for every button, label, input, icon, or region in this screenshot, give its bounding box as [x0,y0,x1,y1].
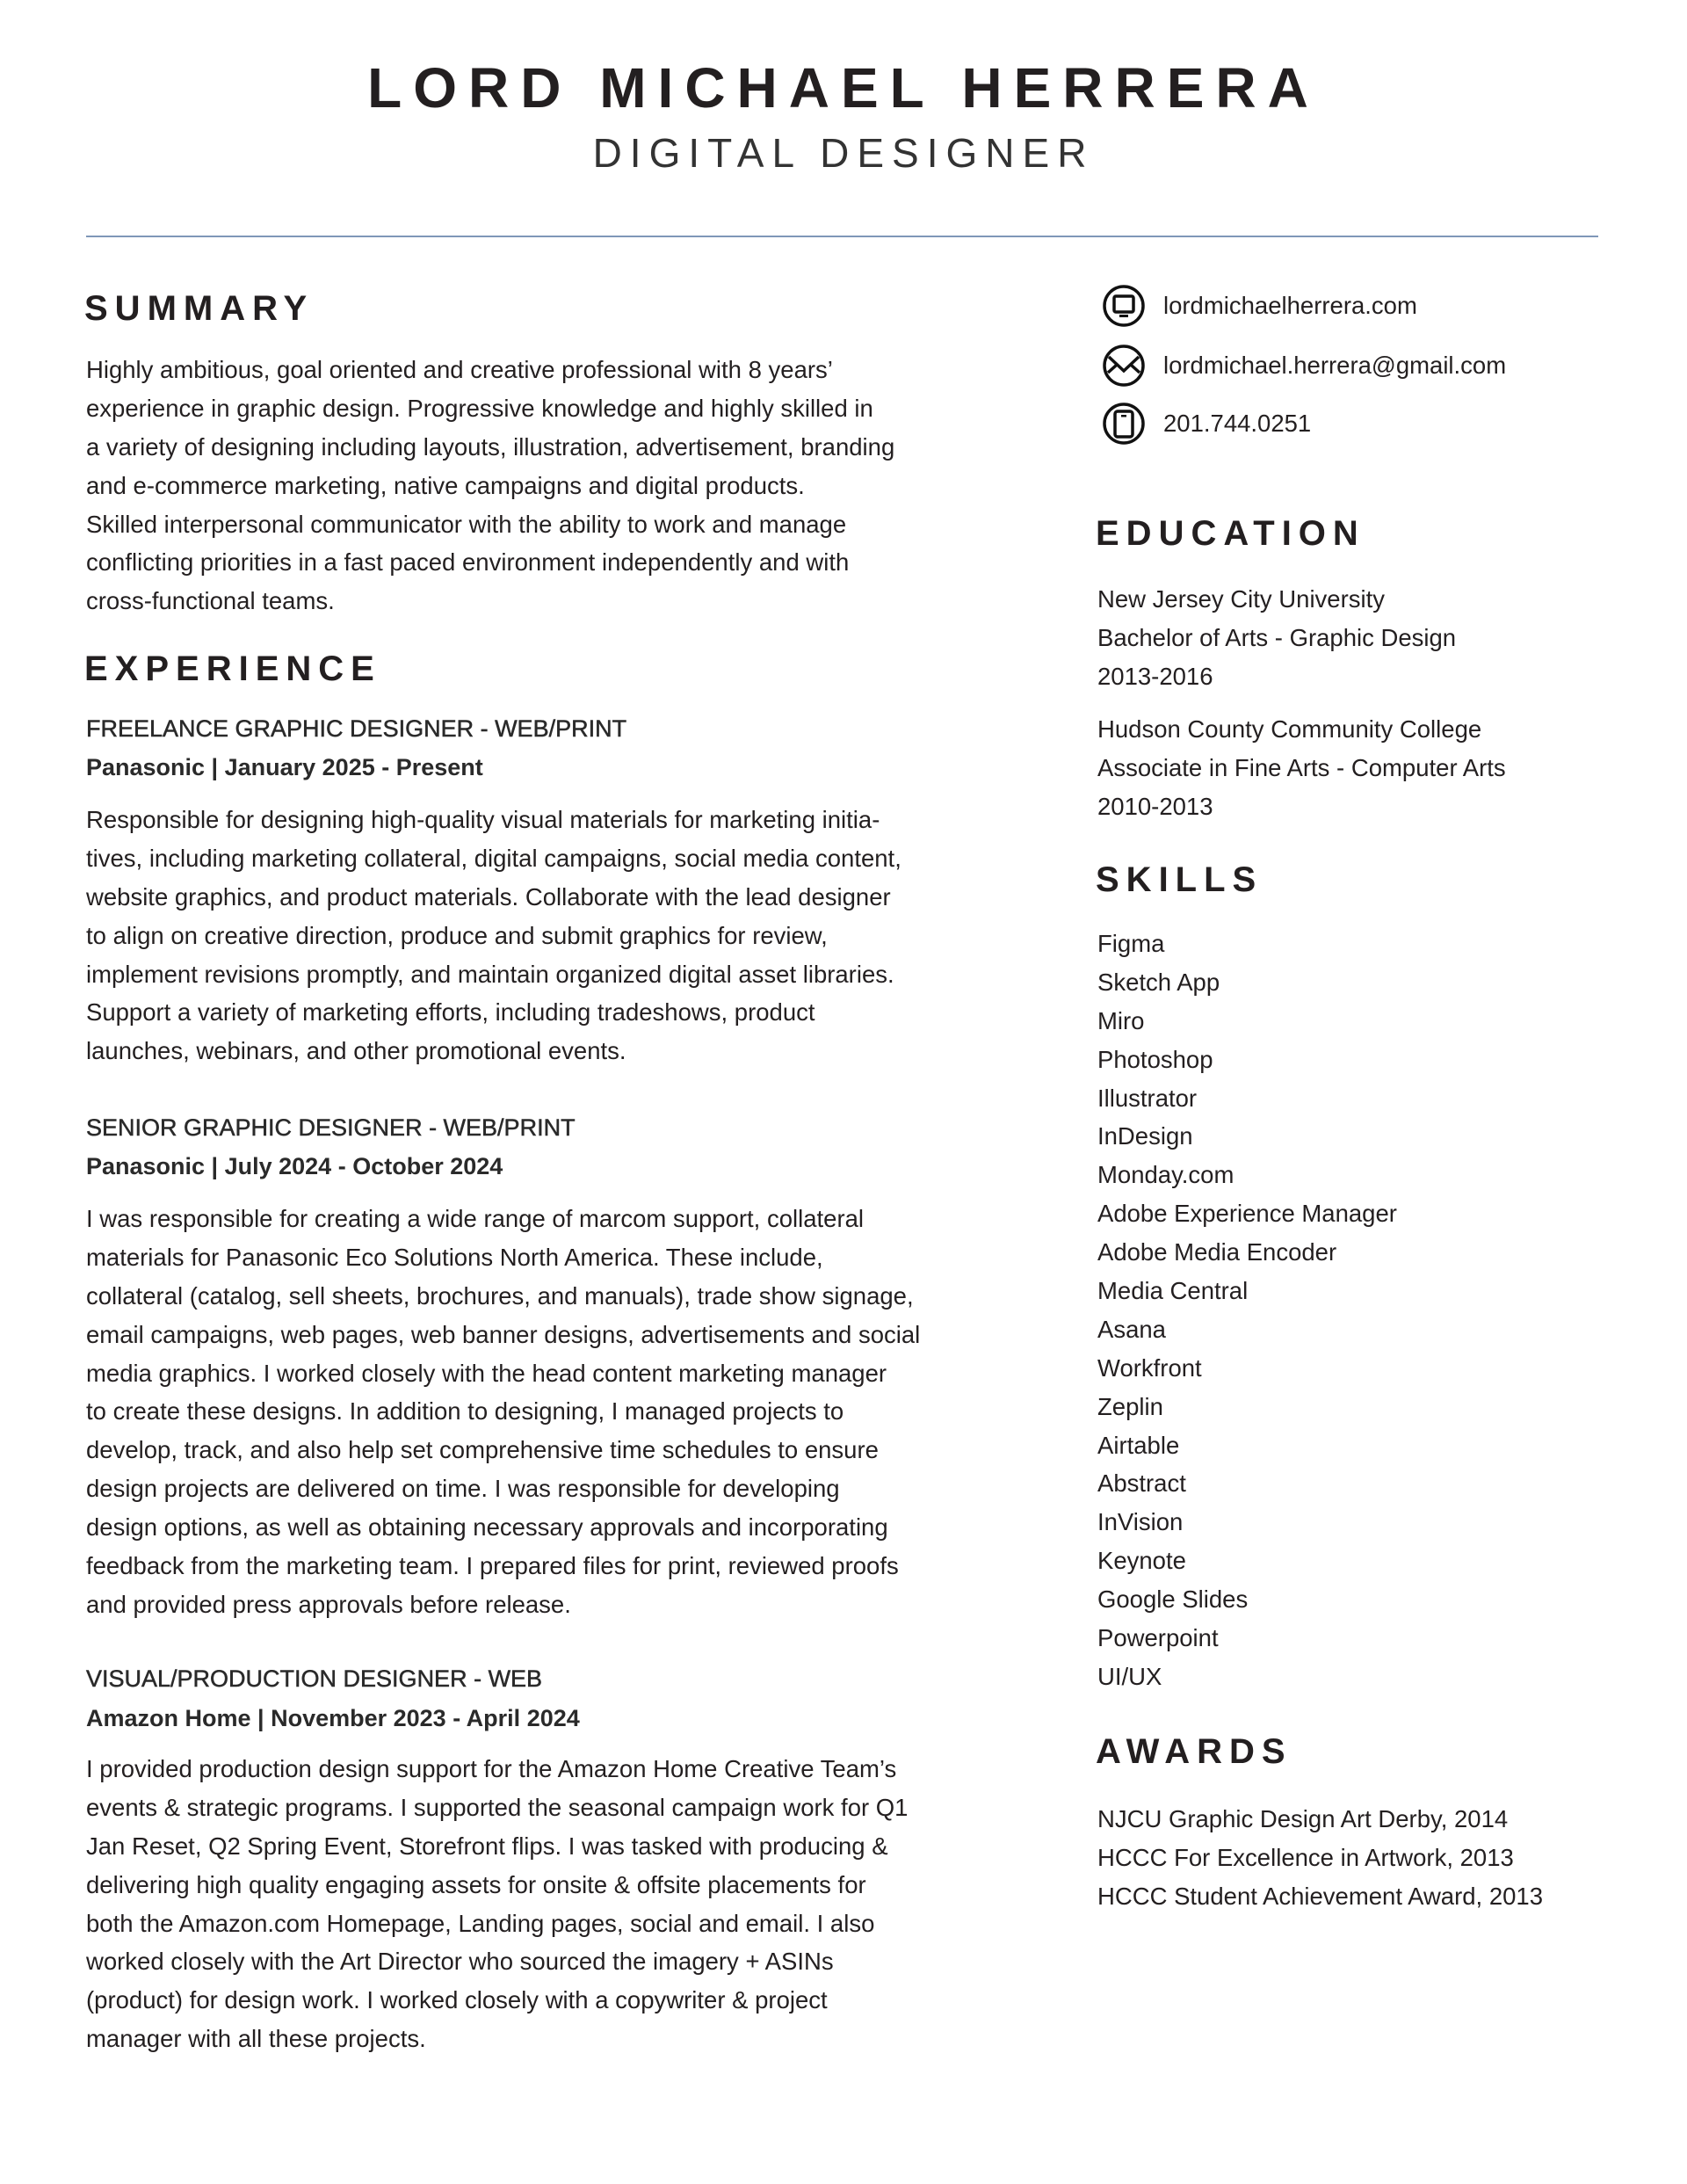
job-company-3: Amazon Home | November 2023 - April 2024 [86,1705,580,1731]
text-line: InVision [1097,1508,1184,1536]
text-line: Highly ambitious, goal oriented and creative professional with 8 years’ [86,356,833,383]
contact-phone[interactable] [1102,397,1311,450]
text-line: launches, webinars, and other promotional events. [86,1037,626,1065]
job-description-2 [86,1200,920,1624]
candidate-name: LORD MICHAEL HERRERA [367,56,1320,120]
text-line: email campaigns, web pages, web banner designs, advertisements and social [86,1320,921,1348]
text-line: Media Central [1097,1277,1249,1305]
text-line: Abstract [1097,1469,1186,1498]
text-line: I was responsible for creating a wide range of marcom support, collateral [86,1205,865,1232]
text-line: collateral (catalog, sell sheets, brochures, and manuals), trade show signage, [86,1281,914,1310]
education-heading: EDUCATION [1096,514,1365,553]
text-line: delivering high quality engaging assets for onsite & offsite placements for [86,1870,866,1898]
text-line: InDesign [1097,1122,1193,1150]
summary-text [86,351,894,620]
header-divider [86,236,1598,237]
awards-heading: AWARDS [1096,1732,1292,1771]
website-link[interactable]: lordmichaelherrera.com [1163,292,1417,319]
phone-icon [1102,402,1146,446]
text-line: Keynote [1097,1547,1186,1575]
text-line: HCCC For Excellence in Artwork, 2013 [1097,1843,1514,1871]
text-line: implement revisions promptly, and maintain organized digital asset libraries. [86,960,894,988]
text-line: worked closely with the Art Director who sourced the imagery + ASINs [86,1948,834,1976]
text-line: Powerpoint [1097,1624,1219,1652]
text-line: design projects are delivered on time. I was responsible for developing [86,1475,840,1503]
text-line: New Jersey City University [1097,585,1386,613]
education-entry-1 [1097,580,1456,696]
text-line: media graphics. I worked closely with the head content marketing manager [86,1359,887,1387]
text-line: Workfront [1097,1353,1202,1382]
text-line: Airtable [1097,1431,1180,1459]
text-line: Miro [1097,1006,1145,1034]
text-line: I provided production design support for the Amazon Home Creative Team’s [86,1755,897,1782]
text-line: materials for Panasonic Eco Solutions North America. These include, [86,1243,823,1271]
text-line: to align on creative direction, produce and submit graphics for review, [86,921,828,949]
text-line: Jan Reset, Q2 Spring Event, Storefront flips. I was tasked with producing & [86,1832,888,1860]
text-line: Illustrator [1097,1084,1198,1112]
experience-heading: EXPERIENCE [84,649,381,688]
text-line: and e-commerce marketing, native campaigns and digital products. [86,471,805,499]
text-line: 2010-2013 [1097,792,1213,820]
job-description-3 [86,1750,908,2058]
text-line: Associate in Fine Arts - Computer Arts [1097,753,1506,781]
text-line: conflicting priorities in a fast paced environment independently and with [86,548,850,577]
text-line: Skilled interpersonal communicator with the ability to work and manage [86,510,847,538]
phone-number[interactable]: 201.744.0251 [1163,410,1312,437]
text-line: develop, track, and also help set comprehensive time schedules to ensure [86,1436,879,1464]
text-line: NJCU Graphic Design Art Derby, 2014 [1097,1805,1509,1832]
text-line: Sketch App [1097,968,1220,996]
monitor-icon [1102,284,1146,328]
text-line: Support a variety of marketing efforts, including tradeshows, product [86,998,815,1027]
text-line: Adobe Media Encoder [1097,1238,1337,1266]
text-line: Google Slides [1097,1585,1249,1614]
education-entry-2 [1097,710,1506,826]
job-company-2: Panasonic | July 2024 - October 2024 [86,1153,503,1179]
text-line: HCCC Student Achievement Award, 2013 [1097,1882,1544,1910]
job-company-1: Panasonic | January 2025 - Present [86,754,483,780]
email-link[interactable]: lordmichael.herrera@gmail.com [1163,352,1507,379]
text-line: Monday.com [1097,1161,1234,1189]
awards-list [1097,1800,1543,1916]
text-line: experience in graphic design. Progressive knowledge and highly skilled in [86,394,873,422]
text-line: 2013-2016 [1097,662,1213,690]
skills-heading: SKILLS [1096,860,1263,899]
text-line: to create these designs. In addition to designing, I managed projects to [86,1397,844,1426]
summary-heading: SUMMARY [84,289,315,328]
text-line: Asana [1097,1315,1166,1343]
text-line: cross-functional teams. [86,587,335,615]
contact-website[interactable] [1102,279,1417,332]
job-title-3: VISUAL/PRODUCTION DESIGNER - WEB [86,1665,543,1692]
text-line: both the Amazon.com Homepage, Landing pages, social and email. I also [86,1909,875,1937]
text-line: events & strategic programs. I supported the seasonal campaign work for Q1 [86,1793,909,1821]
text-line: tives, including marketing collateral, digital campaigns, social media content, [86,844,901,872]
job-title-2: SENIOR GRAPHIC DESIGNER - WEB/PRINT [86,1114,576,1141]
skills-list [1097,925,1397,1696]
text-line: Bachelor of Arts - Graphic Design [1097,623,1457,651]
text-line: Zeplin [1097,1392,1163,1420]
text-line: Responsible for designing high-quality visual materials for marketing initia- [86,806,880,833]
job-title-1: FREELANCE GRAPHIC DESIGNER - WEB/PRINT [86,715,627,742]
text-line: website graphics, and product materials. Collaborate with the lead designer [86,882,891,911]
text-line: Hudson County Community College [1097,715,1482,743]
envelope-icon [1102,344,1146,388]
text-line: a variety of designing including layouts, illustration, advertisement, branding [86,432,895,461]
text-line: Photoshop [1097,1045,1213,1073]
text-line: Adobe Experience Manager [1097,1200,1397,1228]
job-description-1 [86,801,901,1070]
text-line: (product) for design work. I worked closely with a copywriter & project [86,1986,828,2014]
text-line: design options, as well as obtaining necessary approvals and incorporating [86,1513,888,1542]
text-line: Figma [1097,930,1165,957]
text-line: UI/UX [1097,1662,1162,1690]
contact-email[interactable] [1102,339,1506,392]
text-line: feedback from the marketing team. I prepared files for print, reviewed proofs [86,1552,899,1580]
text-line: and provided press approvals before release. [86,1590,571,1618]
text-line: manager with all these projects. [86,2025,426,2053]
job-title: DIGITAL DESIGNER [592,130,1095,176]
